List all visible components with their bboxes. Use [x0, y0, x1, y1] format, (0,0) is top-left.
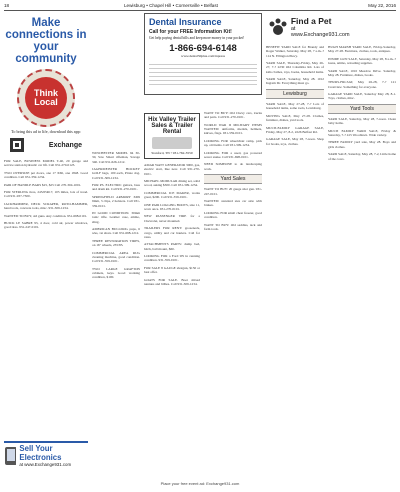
classified-list — [92, 151, 140, 280]
category-header: Lewisburg — [266, 89, 324, 99]
column-1 — [4, 13, 88, 483]
classified-ad: LOOKING FOR a used, gas powered sewer snake. Call 931-698-0101. — [204, 150, 262, 159]
column-3 — [144, 111, 200, 483]
trailer-ad — [144, 113, 200, 159]
dental-sub: Get help paying dental bills and keep more money in your pocket! — [149, 36, 245, 40]
classified-list — [4, 159, 88, 230]
trailer-address: Stanford, TN • 931-762-3550 — [151, 151, 193, 155]
classified-ad: FOR STERLING tires, 245/65R17, 105 miles, lots of tread. Call 931-937-7300. — [4, 190, 88, 199]
classified-ad: MICHAEL MODULAR dining set, solid wood, asking $300. Call 931-309-1234. — [144, 179, 200, 188]
classified-list — [266, 45, 324, 146]
classified-list — [204, 111, 262, 231]
classified-ad: MOVING SALE, May 27-28. Clothes, furniture, dishes, yard tools. — [266, 113, 324, 123]
column-5 — [266, 45, 324, 483]
classified-ad: LOOKING FOR a Ford 9N in running condition. 931-359-0101. — [144, 254, 200, 263]
category-header: Yard Sales — [204, 174, 262, 184]
classified-ad: AMERICAN BULLDOG pups, 6 wks, 1st shots. Call 931-698-1212. — [92, 227, 140, 236]
classified-list — [328, 45, 396, 161]
classified-ad: IN GOOD CONDITION. 30mm tonic rifle. Leather case, ammo, sling. — [92, 211, 140, 224]
classified-ad: JACKHAMMER, DECK SCRAPER, ROTO-HAMMER, hand tools, concrete tools, misc. 931-309-1234. — [4, 201, 88, 211]
page-footer: Place your free event ad: Exchange931.com — [160, 481, 240, 486]
header-date: May 22, 2016 — [368, 3, 396, 8]
classified-ad: WANT TO BUY: Old saddles, tack and farm tools. — [204, 222, 262, 231]
classified-ad: FOR SALE 8 GAUGE shotgun, $150 or best offer. — [144, 265, 200, 275]
classified-ad: GARAGE YARD SALE, Saturday May 28, 8-1. Toys, clothes, misc. — [328, 92, 396, 101]
qr-code-icon — [10, 138, 24, 152]
classified-ad: MULTI-FAMILY GARAGE SALE, Friday, May 27, 8-2, 2226 Belfast Rd. — [266, 125, 324, 134]
dental-web: www.dental50plus.com/tnpress — [181, 54, 225, 58]
classified-ad: YARD SALE, 1010 Meadow Drive. Saturday, May 28. Furniture, dishes, books. — [328, 68, 396, 77]
classified-ad: BENEFIT YARD SALE for Brandy and Roger Walker, Saturday, May 28, 7 a.m.-? 114 N. Ellington Pkwy. — [266, 45, 324, 58]
classified-ad: YARD SALE, Saturday, May 28. 1012 Ingram Dr. Everything must go. — [266, 77, 324, 86]
classified-ad: THREE FAMILY yard sale, May 28. Boys and girls clothes. — [328, 140, 396, 149]
classified-ad: THREE RESTORATION TIRES, on 16" wheels, 235/85. — [92, 238, 140, 248]
column-4 — [204, 111, 262, 483]
classified-ad: THURS-FRI-SAT, May 26-28, 7-? 121 Crestview. Something for everyone. — [328, 80, 396, 89]
seal-text: Think Local — [25, 77, 67, 119]
promo-subtitle: To bring this ad to life, download this app: — [11, 129, 81, 134]
classified-ad: PAIR OF HANDLE BARS $25, $25 Call 270-304-1001. — [4, 182, 82, 187]
dental-cta: Call for your FREE Information Kit! — [149, 29, 232, 35]
find-pet-title: Find a Pet — [290, 16, 332, 26]
classified-ad: SPRINGFIELD ARMORY XD9 9mm, 3 clips, 2 holsters. Call 931-359-0101. — [92, 194, 140, 208]
find-pet-site: at www.Exchange931.com — [290, 26, 350, 38]
column-6 — [328, 45, 396, 483]
classified-ad: GARAGE SALE, May 28, 7-noon. Shop for books, toys, clothes. — [266, 137, 324, 146]
category-header: Yard Tools — [328, 104, 396, 114]
sell-site: at www.Exchange931.com — [19, 462, 72, 467]
classified-ad: ATTACHMENTS PARTS: dump bed, hitch, ball mount, $60. — [144, 242, 200, 251]
dental-ad-wrap — [144, 13, 262, 113]
classified-ad: INSIDE GUN SALE, Saturday, May 28, 8 a.m.-? Guns, ammo, reloading supplies. — [328, 56, 396, 66]
trailer-name: Hix Valley Trailer Sales & Trailer Rental — [148, 117, 196, 135]
classified-ad: YARD SALE, Thursday-Friday, May 26-27, 7-? 2230 Old Columbia Rd. Lots of kids clothes, toys, books, household items. — [266, 61, 324, 74]
classified-ad: TRAILERS FOR RENT: gooseneck, cargo, utility and car haulers. Call for rates. — [144, 226, 200, 239]
classified-ad: ONE PAIR LOGGING BOOTS, size 11, worn once. 931-270-0101. — [144, 202, 200, 211]
exchange-logo: Exchange — [48, 141, 82, 149]
classified-ad: NEW PASSENGER TIRE for a Chevrolet, never mounted. — [144, 214, 200, 223]
find-pet-ad-wrap — [266, 13, 354, 43]
page-header — [4, 3, 396, 11]
dental-phone: 1-866-694-6148 — [169, 43, 237, 54]
trailer-icon — [152, 137, 192, 149]
find-a-pet-ad — [266, 13, 354, 41]
dental-fineprint — [149, 61, 257, 87]
classified-ad: LOOKING FOR small chest freezer, good condition. — [204, 210, 262, 220]
dental-insurance-ad — [144, 13, 262, 95]
paw-icon — [268, 17, 287, 37]
classified-ad: AMAR WATT GENERATOR 3000, gas, electric start, like new. Call 931-270-0101. — [144, 163, 200, 176]
classified-ad: COMMERCIAL AREA RUG cleaning machine, good condition. Call 931-359-0101. — [92, 250, 140, 264]
dental-title: Dental Insurance — [149, 17, 222, 27]
column-2 — [92, 13, 140, 483]
think-local-ad — [4, 17, 88, 159]
classified-ad: LOOKING FOR wheelchair ramp, pick up, old items. Call 931-309-1234. — [204, 138, 262, 148]
classified-ad: COMMERCIAL ICE MAKER, works great, $200. Call 931-359-0101. — [144, 190, 200, 200]
classified-ad: HUGH MARSH YARD SALE, Friday-Saturday, May 27-28. Furniture, clothes, tools, antiques. — [328, 45, 396, 54]
think-local-seal — [17, 69, 75, 127]
classified-ad: GOATS FOR SALE. Boer mixed nannies and billies. Call 931-309-1234. — [144, 277, 200, 286]
classified-ad: MULTI FAMILY YARD SALE, Friday & Saturday, 7-? 415 Woodlawn. Wide variety. — [328, 128, 396, 137]
page-number: 18 — [4, 3, 10, 8]
promo-title: Make connections in your community — [5, 17, 87, 65]
classified-ad: YARD SALE, May 27-28, 7-? Lots of household items, some tools, Lewisburg. — [266, 101, 324, 111]
classified-list — [144, 163, 200, 286]
classified-ad: WANT TO BUY: Old Chevy cars, trucks and parts. Call 931-270-0101. — [204, 111, 262, 120]
classified-ad: BUICK LE SABRE 93, 4 door, cold air, power windows, good tires. 931-247-0101. — [4, 221, 88, 230]
promo-logos — [4, 138, 88, 152]
classified-ad: TWO OVERSIZE pet doors, one 17 X66, one 18x8. Good condition. Call 931-359-1234. — [4, 170, 88, 180]
classified-ad: TWO LARGE GRAFTON cabinets, keys. Good working condition, $100. — [92, 266, 140, 280]
classified-ad: WINCHESTER MODEL 94 30-30, Saw Smart rifleman, Savage 340. Call 931-626-1212. — [92, 151, 140, 164]
classified-ad: FOR SALE, BUSINESS MODEL T-40, 20 garage and service station hydraulic car lift. Call 931-270-0123. — [4, 159, 88, 168]
classified-ad: YARD SALE, Saturday, May 28, 7-2, Little home of the cows. — [328, 152, 396, 161]
sell-electronics-ad — [4, 441, 88, 477]
classified-ad: NEED SOMEONE to do landscaping work. — [204, 162, 262, 171]
header-towns: Lewisburg • Chapel Hill • Cornersville • Belfast — [124, 3, 218, 8]
sell-title: Sell Your Electronics — [19, 444, 62, 462]
classified-ad: JAGERMEISTER HOCKEY GOLF bags, 100 each, Pirate dog. Call 931-309-1234. — [92, 167, 140, 180]
classified-ad: WANTED: standard size car axle with brakes. — [204, 198, 262, 208]
phone-icon — [4, 446, 16, 466]
classified-ad: YARD SALE, Saturday, May 28, 7-noon. Clean baby items. — [328, 116, 396, 126]
classified-ad: WANT TO BUY: 20 gauge shot gun. 931-247-0101. — [204, 187, 262, 196]
newspaper-page — [4, 3, 396, 489]
classified-ad: FOR PS. ELECTRIC guitars, bass and drum kit. Call 931-270-0101. — [92, 183, 140, 192]
classified-ad: WANTED TO BUY, old guns. Any condition. 931-698-0101. — [4, 213, 88, 218]
classified-ad: WORLD WAR II MILITARY ITEMS WANTED: uniforms, medals, helmets, knives, flags. 931-359-0101. — [204, 122, 262, 136]
